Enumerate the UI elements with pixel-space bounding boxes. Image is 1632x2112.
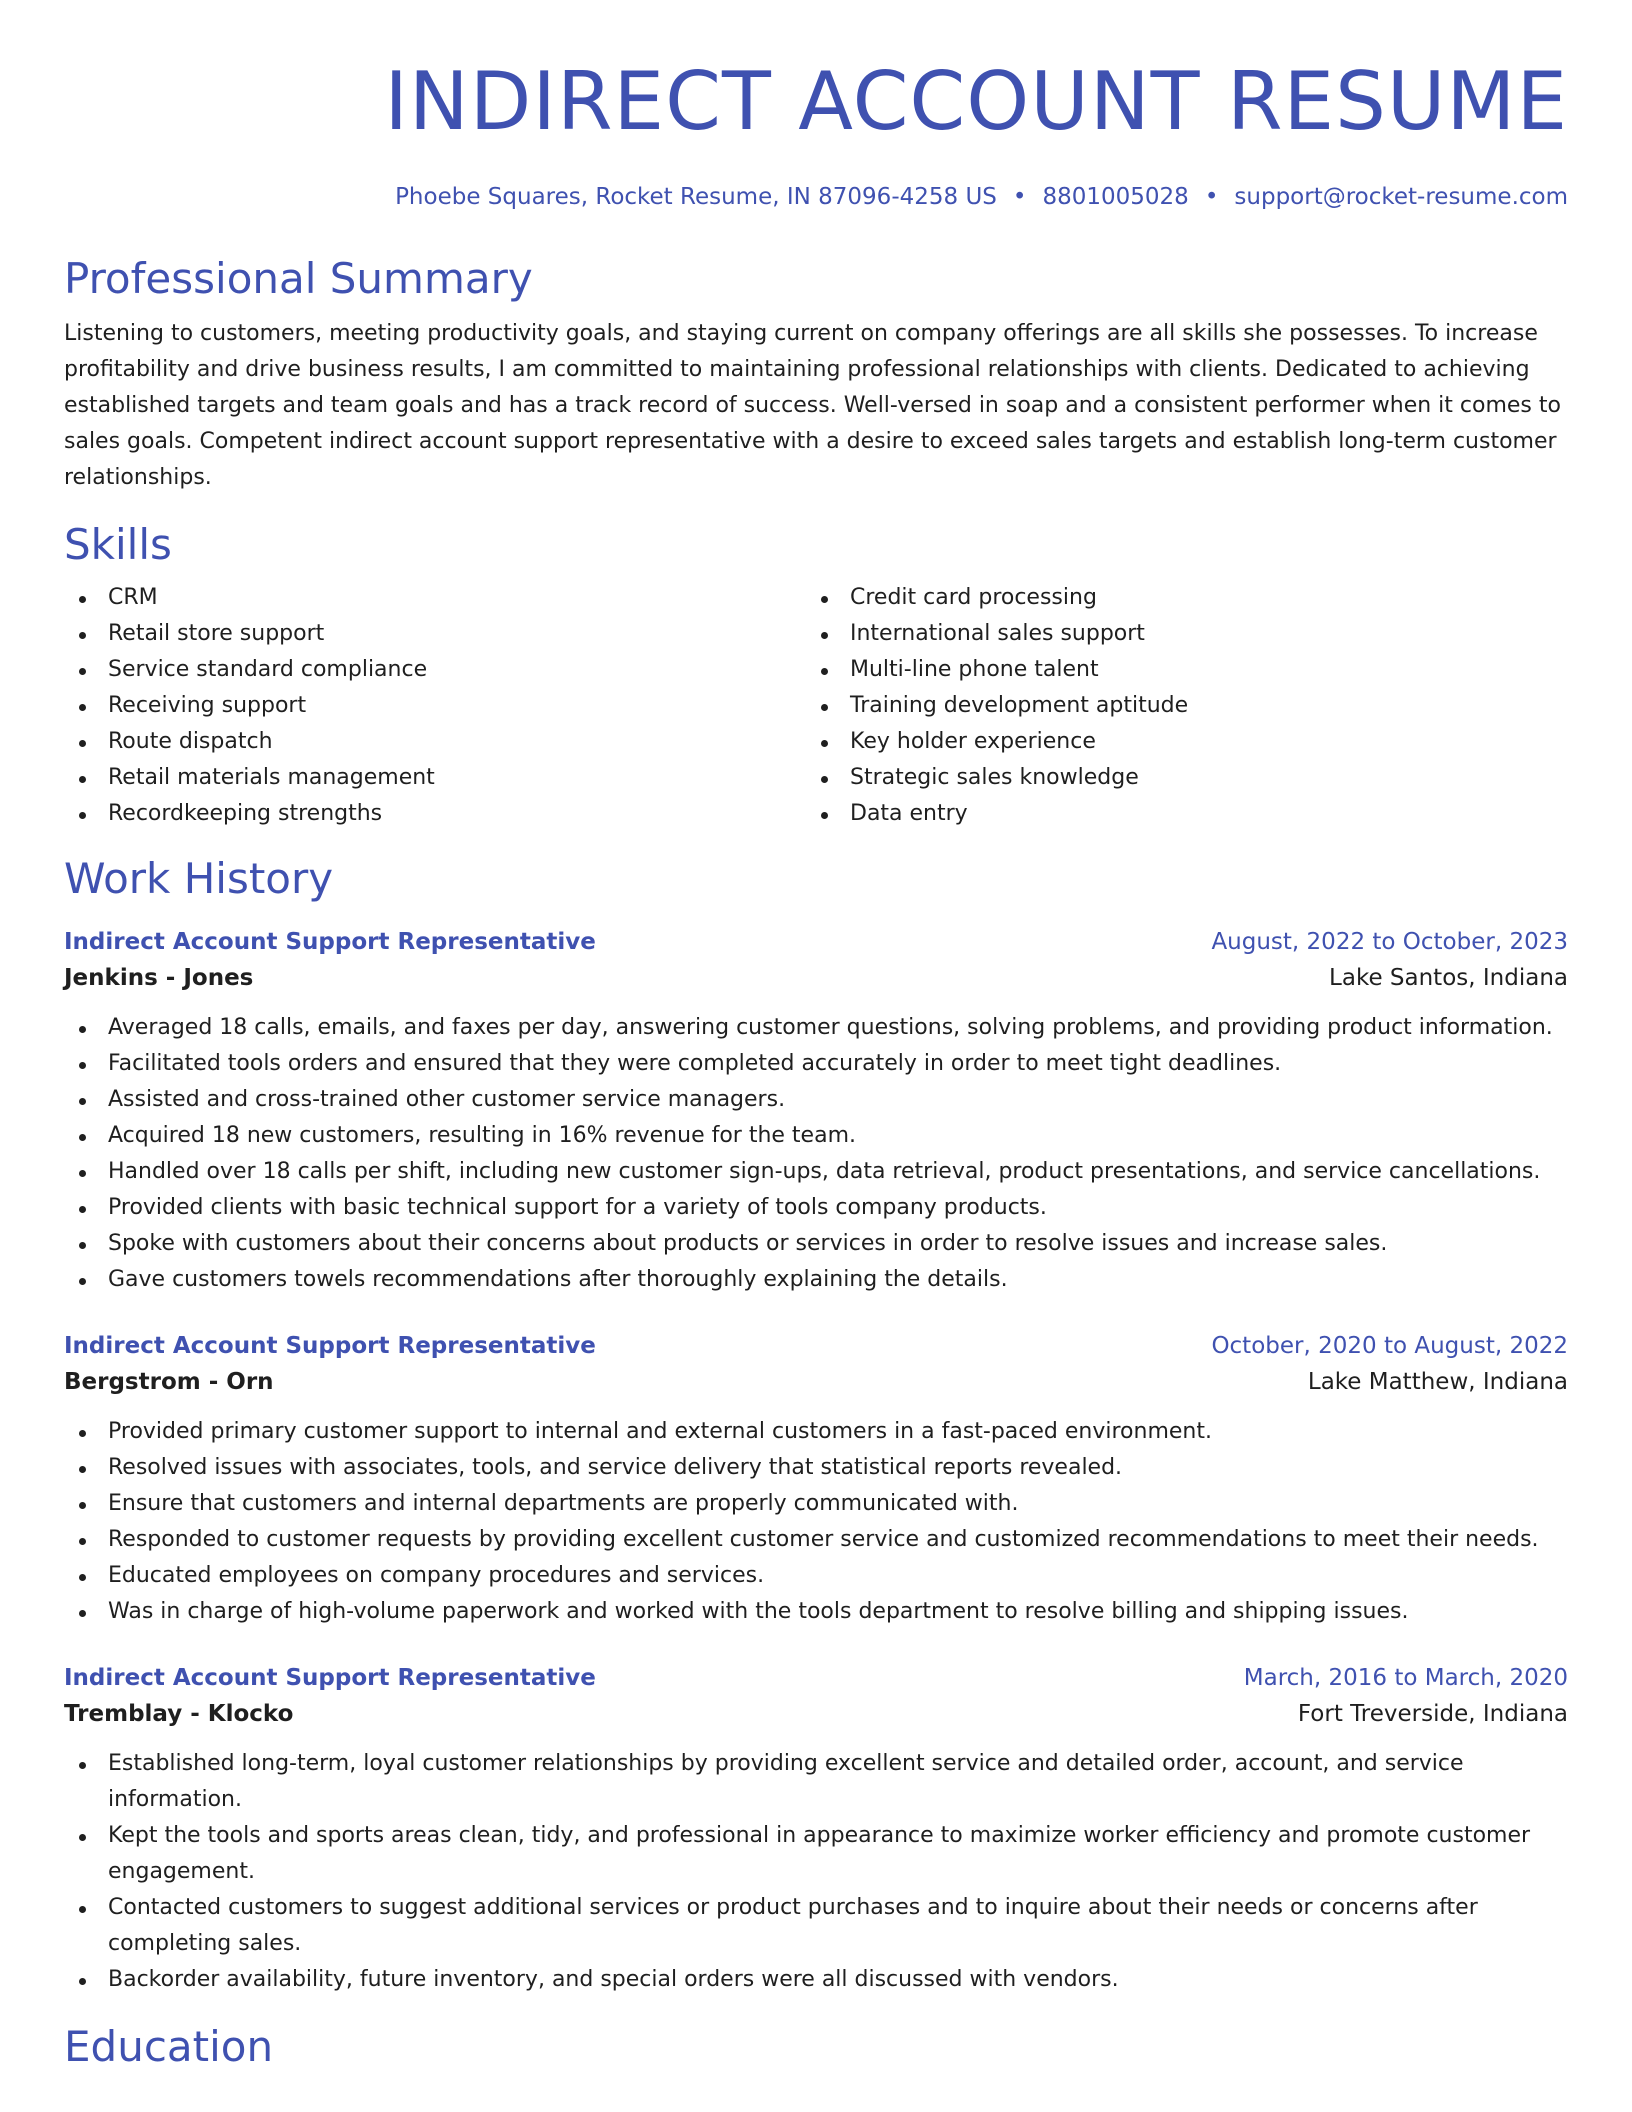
job-company: Bergstrom - Orn bbox=[64, 1369, 274, 1395]
skill-item: Recordkeeping strengths bbox=[64, 796, 806, 832]
job-entry bbox=[64, 1328, 1568, 1630]
duty-item: Responded to customer requests by providing excellent customer service and customized recommendations to meet their needs. bbox=[64, 1522, 1568, 1558]
job-duties bbox=[64, 1010, 1568, 1298]
job-duties bbox=[64, 1414, 1568, 1630]
duty-item: Facilitated tools orders and ensured that they were completed accurately in order to meet tight deadlines. bbox=[64, 1046, 1568, 1082]
duty-item: Ensure that customers and internal departments are properly communicated with. bbox=[64, 1486, 1568, 1522]
separator: • bbox=[1204, 184, 1219, 210]
duty-item: Backorder availability, future inventory, and special orders were all discussed with vendors. bbox=[64, 1962, 1568, 1998]
work-history-heading: Work History bbox=[64, 854, 334, 903]
job-dates: October, 2020 to August, 2022 bbox=[1211, 1333, 1568, 1359]
job-location: Fort Treverside, Indiana bbox=[1297, 1701, 1568, 1727]
duty-item: Resolved issues with associates, tools, and service delivery that statistical reports revealed. bbox=[64, 1450, 1568, 1486]
job-company: Tremblay - Klocko bbox=[64, 1701, 294, 1727]
duty-item: Assisted and cross-trained other customer service managers. bbox=[64, 1082, 1568, 1118]
job-company: Jenkins - Jones bbox=[64, 965, 254, 991]
skill-item: Service standard compliance bbox=[64, 652, 806, 688]
skill-item: CRM bbox=[64, 580, 806, 616]
skills-column-left bbox=[64, 580, 806, 832]
skill-item: Retail store support bbox=[64, 616, 806, 652]
duty-item: Contacted customers to suggest additional services or product purchases and to inquire about their needs or concerns after completing sales. bbox=[64, 1890, 1568, 1962]
resume-title: INDIRECT ACCOUNT RESUME bbox=[384, 55, 1568, 148]
duty-item: Kept the tools and sports areas clean, tidy, and professional in appearance to maximize worker efficiency and promote customer engagement. bbox=[64, 1818, 1568, 1890]
skill-item: Multi-line phone talent bbox=[806, 652, 1548, 688]
job-title: Indirect Account Support Representative bbox=[64, 1333, 596, 1359]
duty-item: Averaged 18 calls, emails, and faxes per day, answering customer questions, solving problems, and providing product information. bbox=[64, 1010, 1568, 1046]
duty-item: Handled over 18 calls per shift, including new customer sign-ups, data retrieval, product presentations, and service cancellations. bbox=[64, 1154, 1568, 1190]
skill-item: Route dispatch bbox=[64, 724, 806, 760]
duty-item: Provided clients with basic technical support for a variety of tools company products. bbox=[64, 1190, 1568, 1226]
job-title: Indirect Account Support Representative bbox=[64, 1665, 596, 1691]
skill-item: International sales support bbox=[806, 616, 1548, 652]
separator: • bbox=[1012, 184, 1027, 210]
address: Phoebe Squares, Rocket Resume, IN 87096-4258 US bbox=[395, 184, 997, 210]
skills-list bbox=[64, 580, 1568, 832]
duty-item: Spoke with customers about their concerns about products or services in order to resolve issues and increase sales. bbox=[64, 1226, 1568, 1262]
skill-item: Credit card processing bbox=[806, 580, 1548, 616]
job-location: Lake Matthew, Indiana bbox=[1307, 1369, 1568, 1395]
duty-item: Established long-term, loyal customer relationships by providing excellent service and detailed order, account, and service information. bbox=[64, 1746, 1568, 1818]
phone: 8801005028 bbox=[1042, 184, 1189, 210]
email: support@rocket-resume.com bbox=[1234, 184, 1568, 210]
duty-item: Acquired 18 new customers, resulting in 16% revenue for the team. bbox=[64, 1118, 1568, 1154]
summary-heading: Professional Summary bbox=[64, 254, 533, 303]
skills-heading: Skills bbox=[64, 520, 172, 569]
skill-item: Retail materials management bbox=[64, 760, 806, 796]
job-location: Lake Santos, Indiana bbox=[1329, 965, 1568, 991]
duty-item: Gave customers towels recommendations after thoroughly explaining the details. bbox=[64, 1262, 1568, 1298]
job-title: Indirect Account Support Representative bbox=[64, 929, 596, 955]
skill-item: Receiving support bbox=[64, 688, 806, 724]
summary-text: Listening to customers, meeting productivity goals, and staying current on company offerings are all skills she possesses. To increase profitability and drive business results, I am committed to maintaining professional relationships with clients. Dedicated to achieving established targets and team goals and has a track record of success. Well-versed in soap and a consistent performer when it comes to sales goals. Competent indirect account support representative with a desire to exceed sales targets and establish long-term customer relationships. bbox=[64, 321, 1561, 490]
skill-item: Strategic sales knowledge bbox=[806, 760, 1548, 796]
job-dates: August, 2022 to October, 2023 bbox=[1211, 929, 1568, 955]
duty-item: Was in charge of high-volume paperwork and worked with the tools department to resolve billing and shipping issues. bbox=[64, 1594, 1568, 1630]
skill-item: Data entry bbox=[806, 796, 1548, 832]
education-heading: Education bbox=[64, 2022, 274, 2071]
job-entry bbox=[64, 1660, 1568, 1998]
job-duties bbox=[64, 1746, 1568, 1998]
contact-line bbox=[64, 182, 1568, 212]
skill-item: Key holder experience bbox=[806, 724, 1548, 760]
job-dates: March, 2016 to March, 2020 bbox=[1243, 1665, 1568, 1691]
duty-item: Educated employees on company procedures and services. bbox=[64, 1558, 1568, 1594]
duty-item: Provided primary customer support to internal and external customers in a fast-paced environment. bbox=[64, 1414, 1568, 1450]
job-entry bbox=[64, 924, 1568, 1298]
skill-item: Training development aptitude bbox=[806, 688, 1548, 724]
skills-column-right bbox=[806, 580, 1548, 832]
resume-page bbox=[64, 0, 1568, 2072]
